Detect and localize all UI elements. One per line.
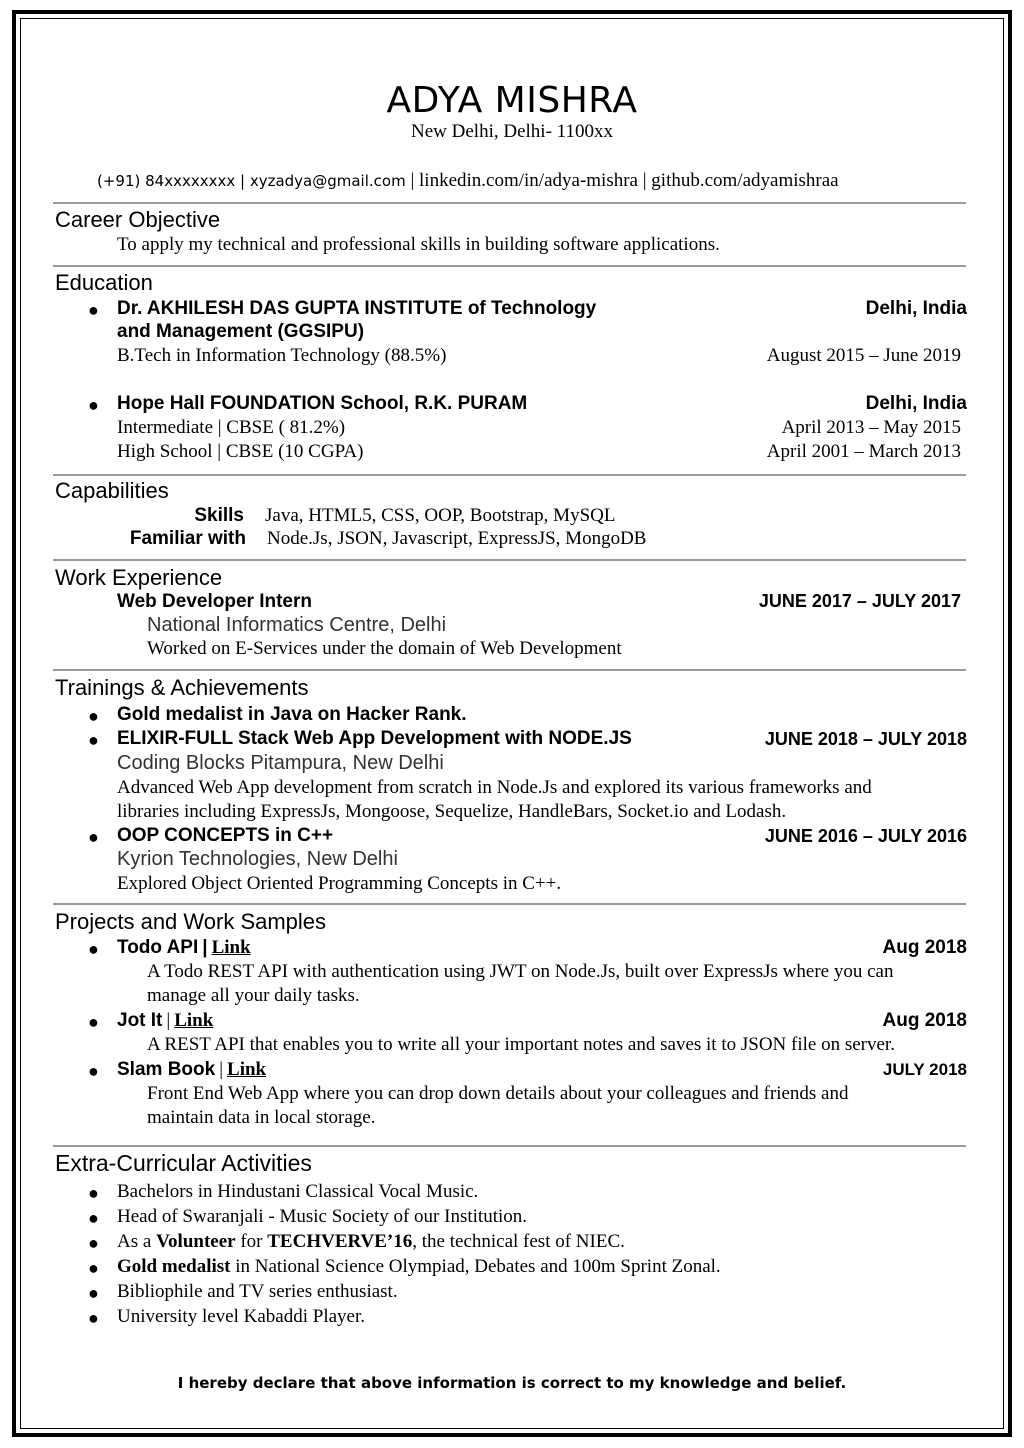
divider (53, 903, 966, 905)
divider (53, 474, 966, 476)
training-title: OOP CONCEPTS in C++ (117, 825, 334, 846)
address: New Delhi, Delhi- 1100xx (411, 121, 613, 142)
project-description-cont: manage all your daily tasks. (147, 985, 360, 1006)
education-dates: April 2013 – May 2015 (781, 417, 961, 438)
section-heading-work-experience: Work Experience (55, 565, 223, 590)
work-description: Worked on E-Services under the domain of Web Development (147, 638, 622, 659)
project-title-row (117, 1059, 266, 1081)
training-description: Advanced Web App development from scratch in Node.Js and explored its various frameworks and (117, 777, 872, 798)
training-title: ELIXIR-FULL Stack Web App Development with NODE.JS (117, 728, 632, 749)
education-row: Intermediate | CBSE ( 81.2%) (117, 417, 346, 438)
education-school-name: Hope Hall FOUNDATION School, R.K. PURAM (117, 393, 528, 414)
activity-bold: Gold medalist (117, 1256, 231, 1277)
project-link[interactable]: Link (211, 937, 251, 958)
project-title-row (117, 1010, 213, 1032)
education-school-name: Dr. AKHILESH DAS GUPTA INSTITUTE of Technology (117, 298, 597, 319)
skills-value: Java, HTML5, CSS, OOP, Bootstrap, MySQL (265, 505, 616, 526)
project-description: A REST API that enables you to write all your important notes and saves it to JSON file on server. (147, 1034, 895, 1055)
contact-line (97, 170, 839, 192)
training-organization: Coding Blocks Pitampura, New Delhi (117, 752, 444, 774)
training-description-cont: libraries including ExpressJs, Mongoose, Sequelize, HandleBars, Socket.io and Lodash. (117, 801, 787, 822)
project-separator: | (166, 1010, 171, 1031)
activity-text: As a (117, 1231, 157, 1252)
project-date: Aug 2018 (882, 1010, 967, 1031)
project-separator: | (202, 937, 208, 958)
work-title: Web Developer Intern (117, 591, 312, 612)
declaration: I hereby declare that above information is correct to my knowledge and belief. (177, 1374, 847, 1392)
familiar-value: Node.Js, JSON, Javascript, ExpressJS, MongoDB (267, 528, 647, 549)
bullet-icon: ● (88, 730, 99, 750)
project-title-row (117, 937, 251, 959)
training-dates: JUNE 2018 – JULY 2018 (764, 729, 967, 749)
bullet-icon: ● (88, 300, 99, 320)
project-title: Todo API (117, 937, 199, 958)
project-date: JULY 2018 (882, 1060, 967, 1079)
bullet-icon: ● (88, 939, 99, 959)
activity-item: Head of Swaranjali - Music Society of our Institution. (117, 1206, 528, 1227)
career-objective-text: To apply my technical and professional skills in building software applications. (117, 234, 720, 255)
activity-item (117, 1231, 625, 1253)
training-dates: JUNE 2016 – JULY 2016 (764, 826, 967, 846)
bullet-icon: ● (88, 1258, 99, 1278)
training-organization: Kyrion Technologies, New Delhi (117, 848, 398, 870)
activity-text: in National Science Olympiad, Debates and 100m Sprint Zonal. (230, 1256, 721, 1277)
project-separator: | (219, 1059, 224, 1080)
education-location: Delhi, India (865, 298, 967, 319)
bullet-icon: ● (88, 1283, 99, 1303)
skills-label: Skills (194, 505, 244, 526)
divider (53, 559, 966, 561)
divider (53, 202, 966, 204)
section-heading-career-objective: Career Objective (55, 207, 221, 232)
section-heading-education: Education (55, 270, 153, 295)
training-description: Explored Object Oriented Programming Concepts in C++. (117, 873, 562, 894)
section-heading-extracurricular: Extra-Curricular Activities (55, 1150, 312, 1176)
activity-text: for (235, 1231, 268, 1252)
bullet-icon: ● (88, 827, 99, 847)
activity-item (117, 1256, 721, 1278)
project-description: A Todo REST API with authentication using JWT on Node.Js, built over ExpressJs where you can (147, 961, 894, 982)
project-description: Front End Web App where you can drop down details about your colleagues and friends and (147, 1083, 849, 1104)
training-title: Gold medalist in Java on Hacker Rank. (117, 704, 467, 725)
education-location: Delhi, India (865, 393, 967, 414)
bullet-icon: ● (88, 395, 99, 415)
section-heading-trainings: Trainings & Achievements (55, 675, 309, 700)
bullet-icon: ● (88, 1012, 99, 1032)
project-title: Slam Book (117, 1059, 216, 1080)
project-date: Aug 2018 (882, 937, 967, 958)
divider (53, 265, 966, 267)
activity-item: Bachelors in Hindustani Classical Vocal Music. (117, 1181, 479, 1202)
bullet-icon: ● (88, 1183, 99, 1203)
bullet-icon: ● (88, 1233, 99, 1253)
project-link[interactable]: Link (174, 1010, 214, 1031)
profile-links[interactable]: | linkedin.com/in/adya-mishra | github.com/adyamishraa (410, 170, 839, 191)
project-link[interactable]: Link (227, 1059, 267, 1080)
bullet-icon: ● (88, 1208, 99, 1228)
activity-bold: TECHVERVE’16 (267, 1231, 413, 1252)
section-heading-capabilities: Capabilities (55, 478, 169, 503)
phone-email: (+91) 84xxxxxxxx | xyzadya@gmail.com (97, 172, 406, 190)
project-title: Jot It (117, 1010, 163, 1031)
divider (53, 1145, 966, 1147)
bullet-icon: ● (88, 1308, 99, 1328)
education-row: High School | CBSE (10 CGPA) (117, 441, 364, 462)
candidate-name: ADYA MISHRA (386, 80, 638, 121)
work-organization: National Informatics Centre, Delhi (147, 614, 447, 636)
familiar-label: Familiar with (129, 528, 246, 549)
education-school-name-cont: and Management (GGSIPU) (117, 321, 365, 342)
bullet-icon: ● (88, 706, 99, 726)
bullet-icon: ● (88, 1061, 99, 1081)
education-degree: B.Tech in Information Technology (88.5%) (117, 345, 447, 366)
activity-text: , the technical fest of NIEC. (412, 1231, 625, 1252)
activity-item: Bibliophile and TV series enthusiast. (117, 1281, 398, 1302)
activity-item: University level Kabaddi Player. (117, 1306, 365, 1327)
work-dates: JUNE 2017 – JULY 2017 (758, 591, 961, 611)
education-dates: August 2015 – June 2019 (766, 345, 961, 366)
activity-bold: Volunteer (156, 1231, 236, 1252)
project-description-cont: maintain data in local storage. (147, 1107, 376, 1128)
section-heading-projects: Projects and Work Samples (55, 909, 327, 934)
divider (53, 669, 966, 671)
education-dates: April 2001 – March 2013 (766, 441, 961, 462)
